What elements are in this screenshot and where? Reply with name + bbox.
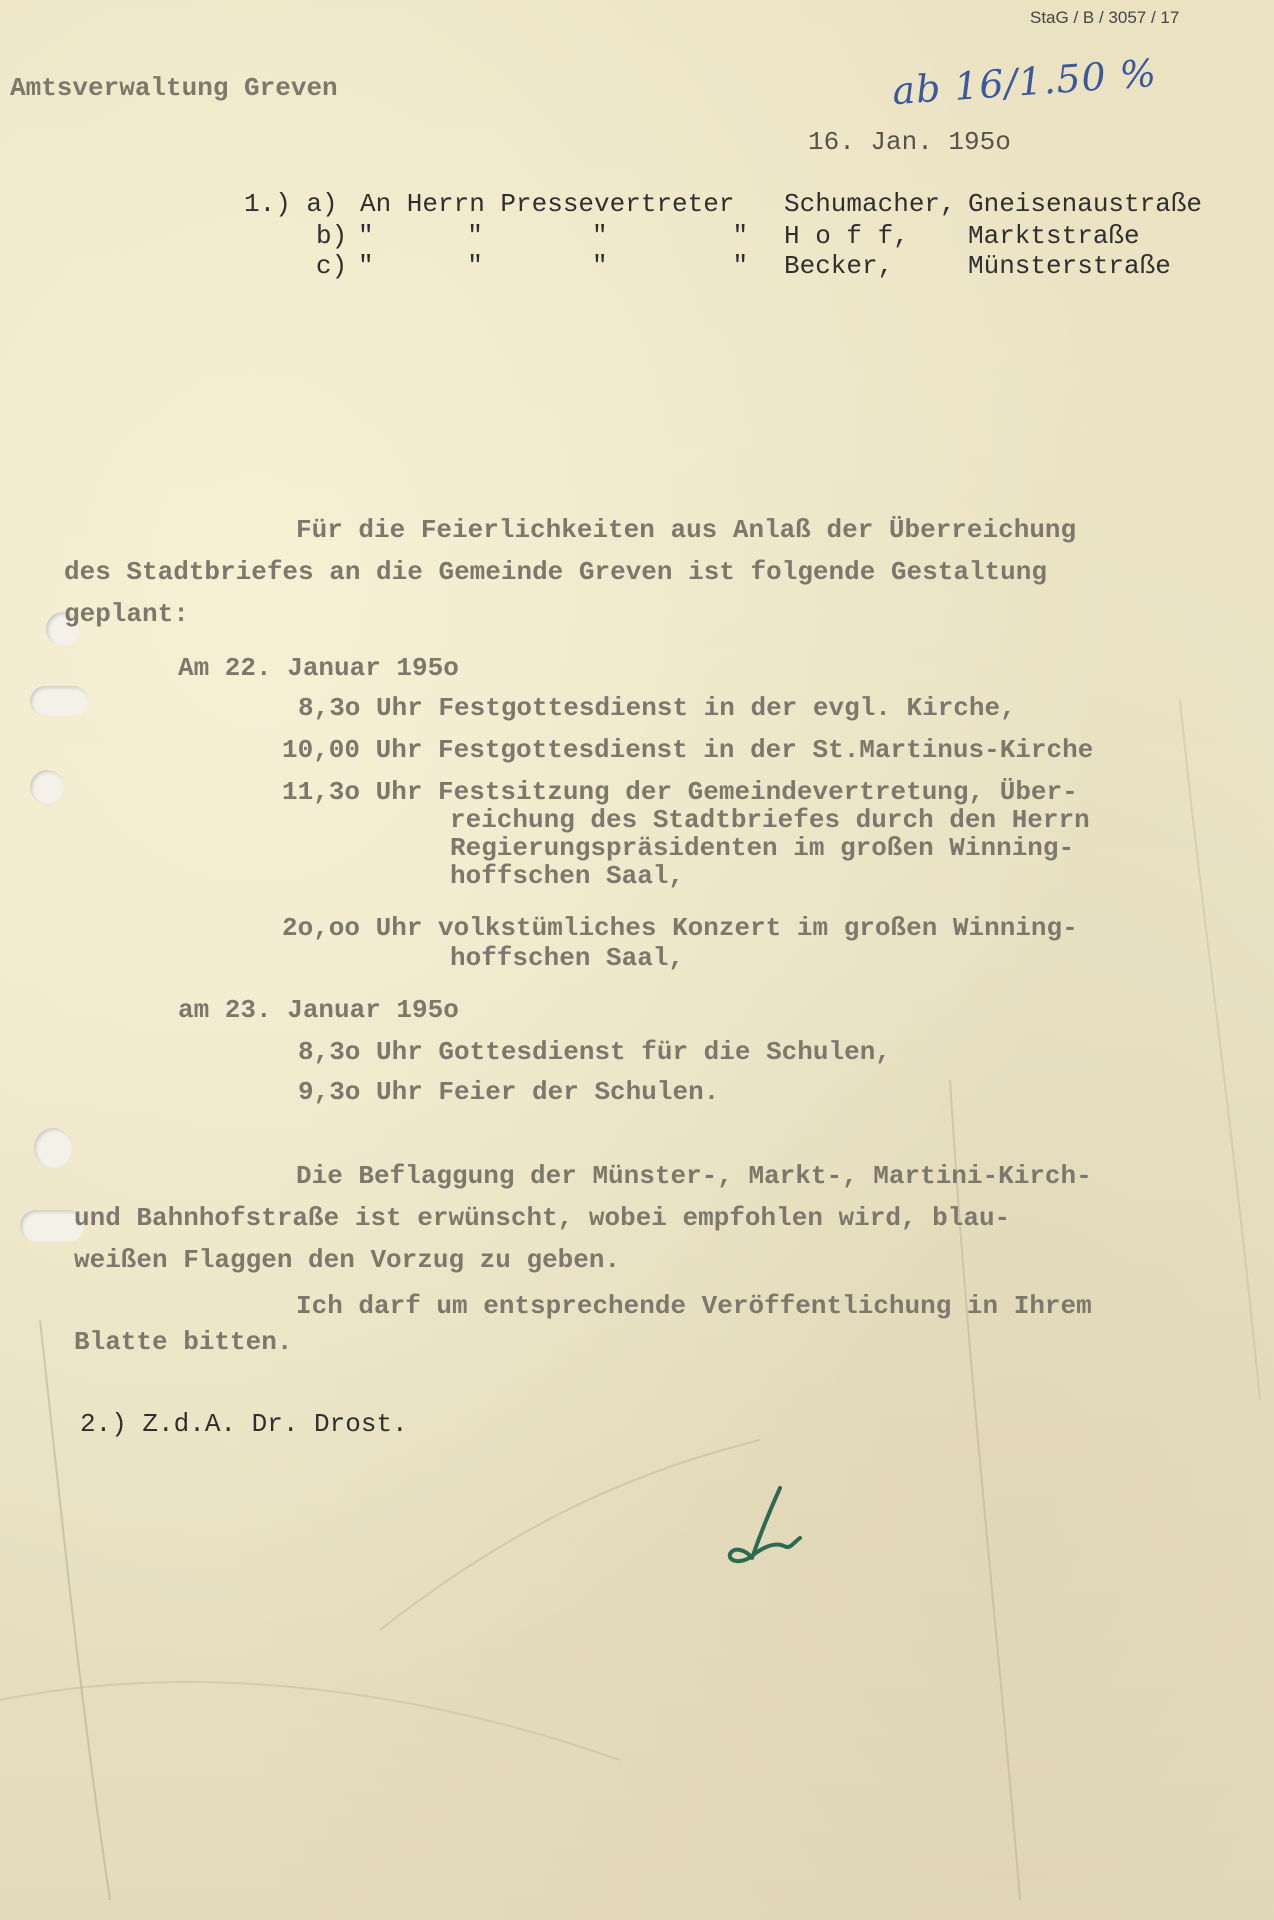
intro-line: des Stadtbriefes an die Gemeinde Greven ist folgende Gestaltung (64, 557, 1047, 587)
schedule-item: 11,3o Uhr Festsitzung der Gemeindevertretung, Über- (282, 777, 1078, 807)
intro-line: Für die Feierlichkeiten aus Anlaß der Überreichung (296, 515, 1077, 545)
recipient-row (0, 220, 1274, 252)
recipient-prefix: " " " " (358, 251, 749, 281)
recipient-prefix: An Herrn Pressevertreter (360, 189, 735, 219)
schedule-item: 2o,oo Uhr volkstümliches Konzert im großen Winning- (282, 913, 1078, 943)
schedule-item: 9,3o Uhr Feier der Schulen. (298, 1077, 720, 1107)
schedule-item: 8,3o Uhr Festgottesdienst in der evgl. Kirche, (298, 693, 1016, 723)
recipient-row (0, 188, 1274, 220)
schedule-item: 10,00 Uhr Festgottesdienst in der St.Martinus-Kirche (282, 735, 1094, 765)
archive-reference: StaG / B / 3057 / 17 (1030, 8, 1180, 27)
date-line: 16. Jan. 195o (808, 127, 1011, 157)
schedule-item-continuation: Regierungspräsidenten im großen Winning- (450, 833, 1075, 863)
flags-line: weißen Flaggen den Vorzug zu geben. (74, 1245, 621, 1275)
intro-line: geplant: (64, 599, 189, 629)
handwritten-initials-signature (720, 1480, 810, 1570)
schedule-item-continuation: reichung des Stadtbriefes durch den Herrn (450, 805, 1090, 835)
flags-line: Die Beflaggung der Münster-, Markt-, Martini-Kirch- (296, 1161, 1092, 1191)
recipient-street: Marktstraße (968, 221, 1140, 251)
day-label: am 23. Januar 195o (178, 995, 459, 1025)
recipient-name: Schumacher, (784, 189, 956, 219)
flags-line: und Bahnhofstraße ist erwünscht, wobei empfohlen wird, blau- (74, 1203, 1011, 1233)
schedule-item-continuation: hoffschen Saal, (450, 943, 685, 973)
recipient-marker: b) (316, 221, 348, 251)
recipient-name: Becker, (784, 251, 894, 281)
schedule-item-continuation: hoffschen Saal, (450, 861, 685, 891)
schedule-item: 8,3o Uhr Gottesdienst für die Schulen, (298, 1037, 891, 1067)
recipient-marker: c) (316, 251, 348, 281)
request-line: Ich darf um entsprechende Veröffentlichung in Ihrem (296, 1291, 1092, 1321)
sender-line: Amtsverwaltung Greven (10, 73, 338, 103)
punch-hole (30, 686, 88, 716)
recipient-marker: 1.) a) (244, 189, 338, 219)
recipient-prefix: " " " " (358, 221, 749, 251)
punch-hole (34, 1128, 72, 1168)
recipient-row (0, 250, 1274, 282)
day-label: Am 22. Januar 195o (178, 653, 459, 683)
handwritten-note: ab 16/1.50 % (890, 50, 1159, 114)
recipient-name: H o f f, (784, 221, 909, 251)
request-line: Blatte bitten. (74, 1327, 293, 1357)
recipient-street: Münsterstraße (968, 251, 1171, 281)
punch-hole (30, 770, 64, 804)
filing-note: 2.) Z.d.A. Dr. Drost. (80, 1409, 408, 1439)
recipient-street: Gneisenaustraße (968, 189, 1203, 219)
